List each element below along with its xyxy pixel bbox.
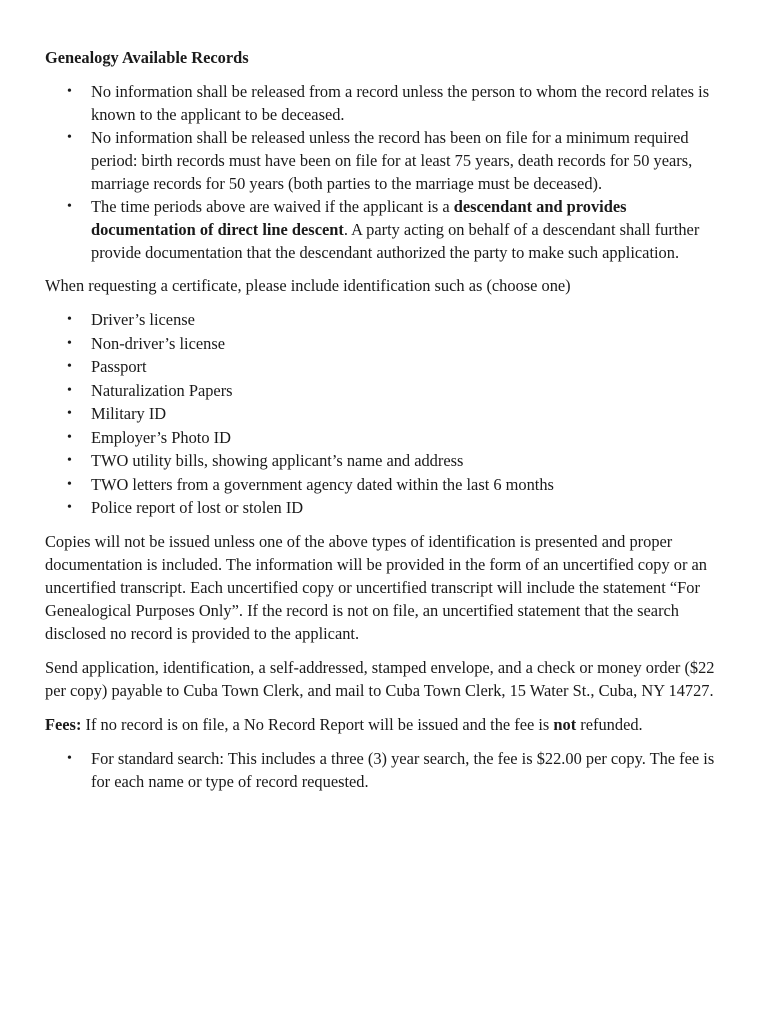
id-type-text: Driver’s license xyxy=(91,310,195,329)
rule-item-3 xyxy=(45,195,726,264)
rule-text: No information shall be released from a record unless the person to whom the record relates is known to the applicant to be deceased. xyxy=(91,82,710,124)
bullet-icon: • xyxy=(67,84,72,99)
bullet-icon: • xyxy=(67,500,72,515)
send-paragraph: Send application, identification, a self-addressed, stamped envelope, and a check or money order ($22 per copy) payable to Cuba Town Clerk, and mail to Cuba Town Clerk, 15 Water St., Cuba, NY 14727. xyxy=(45,657,715,700)
fees-label: Fees: xyxy=(45,714,82,734)
id-type-text: Police report of lost or stolen ID xyxy=(91,498,304,517)
rule-text-pre: The time periods above are waived if the applicant is a xyxy=(91,197,454,216)
id-type-text: Non-driver’s license xyxy=(91,333,225,353)
id-type-text: Employer’s Photo ID xyxy=(91,427,231,447)
id-type-item xyxy=(45,308,726,332)
bullet-icon: • xyxy=(67,335,72,351)
id-type-item xyxy=(45,402,726,426)
id-type-text: Military ID xyxy=(91,404,167,423)
document-heading: Genealogy Available Records xyxy=(45,48,249,67)
fees-text-pre: If no record is on file, a No Record Report will be issued and the fee is xyxy=(81,714,554,734)
bullet-icon: • xyxy=(67,199,72,214)
id-type-item xyxy=(45,496,726,520)
bullet-icon: • xyxy=(67,476,72,492)
bullet-icon: • xyxy=(67,429,72,445)
fees-text-bold: not xyxy=(553,714,577,734)
bullet-icon: • xyxy=(67,453,72,468)
id-type-item xyxy=(45,426,726,450)
fee-item-text: For standard search: This includes a three (3) year search, the fee is $22.00 per copy. The fee is for each name or type of record requested. xyxy=(91,748,715,791)
release-rules-list xyxy=(45,80,726,264)
id-type-item xyxy=(45,449,726,473)
rule-text-bold: descendant and provides documentation of direct line descent xyxy=(91,197,627,239)
id-type-text: TWO letters from a government agency dated within the last 6 months xyxy=(91,474,554,494)
id-type-text: Passport xyxy=(91,357,147,376)
copies-paragraph: Copies will not be issued unless one of the above types of identification is presented and proper documentation is included. The information will be provided in the form of an uncertified copy or an uncertified transcript. Each uncertified copy or uncertified transcript will include the statement “For Genealogical Purposes Only”. If the record is not on file, an uncertified statement that the search disclosed no record is provided to the applicant. xyxy=(45,531,707,643)
bullet-icon: • xyxy=(67,382,72,398)
rule-text: No information shall be released unless the record has been on file for a minimum required period: birth records must have been on file for at least 75 years, death records for 50 years, marriage records for 50 years (both parties to the marriage must be deceased). xyxy=(91,128,693,193)
id-intro-text: When requesting a certificate, please include identification such as (choose one) xyxy=(45,276,571,295)
bullet-icon: • xyxy=(67,406,72,421)
id-type-text: Naturalization Papers xyxy=(91,380,233,400)
id-type-item xyxy=(45,332,726,356)
fee-items-list xyxy=(45,747,726,793)
id-type-item xyxy=(45,355,726,379)
bullet-icon: • xyxy=(67,359,72,374)
bullet-icon: • xyxy=(67,130,72,145)
rule-text-post: . A party acting on behalf of a descendant shall further provide documentation that the descendant authorized the party to make such application. xyxy=(91,220,700,262)
bullet-icon: • xyxy=(67,750,72,766)
id-type-item xyxy=(45,473,726,497)
id-type-text: TWO utility bills, showing applicant’s name and address xyxy=(91,451,464,470)
fees-paragraph xyxy=(45,713,726,736)
fees-text-post: refunded. xyxy=(576,714,643,734)
fee-item xyxy=(45,747,726,793)
rule-item-2 xyxy=(45,126,726,195)
bullet-icon: • xyxy=(67,312,72,327)
rule-item-1 xyxy=(45,80,726,126)
id-type-item xyxy=(45,379,726,403)
id-types-list xyxy=(45,308,726,520)
